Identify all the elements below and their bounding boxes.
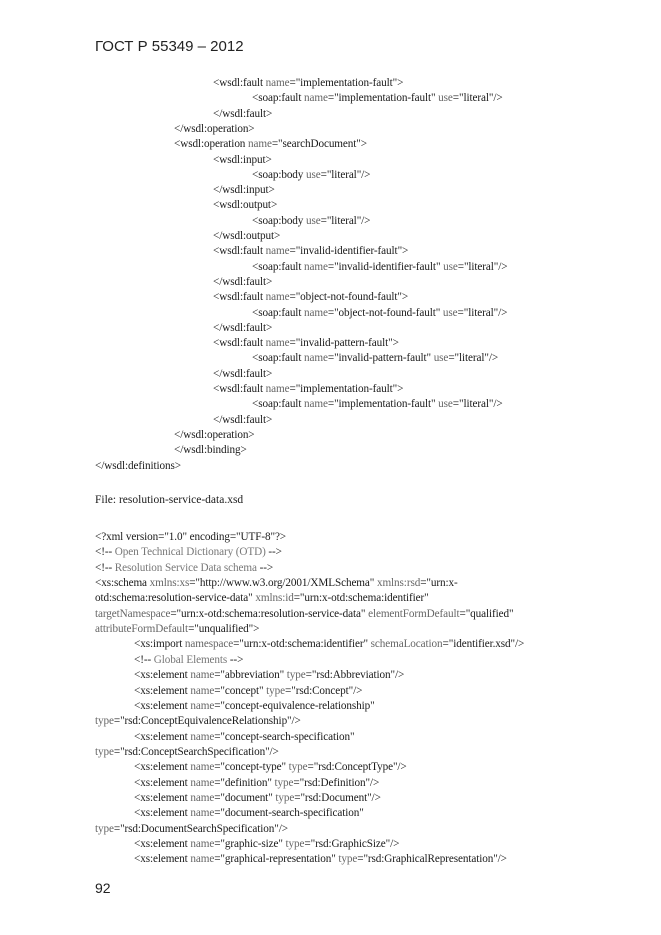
code-text: <xs:element xyxy=(134,853,191,866)
code-line xyxy=(95,576,458,590)
code-text: <soap:fault xyxy=(252,92,305,105)
code-text: ="searchDocument"> xyxy=(271,138,367,151)
code-text: <xs:element xyxy=(134,807,191,820)
code-text: <xs:element xyxy=(134,791,191,804)
code-line xyxy=(213,107,272,121)
code-line xyxy=(95,622,259,636)
code-text: <xs:element xyxy=(134,761,191,774)
code-text: --> xyxy=(227,653,244,666)
code-line xyxy=(95,745,279,759)
code-line xyxy=(95,822,288,836)
attribute-name: name xyxy=(190,853,215,866)
attribute-name: name xyxy=(304,306,328,319)
attribute-name: targetNamespace xyxy=(95,607,171,620)
code-text: <wsdl:fault xyxy=(213,337,266,350)
comment-text: Open Technical Dictionary (OTD) xyxy=(114,546,266,559)
attribute-name: type xyxy=(95,822,114,835)
code-line xyxy=(134,806,364,820)
code-line xyxy=(213,336,399,350)
code-text: </wsdl:binding> xyxy=(174,444,247,457)
code-text: ="implementation-fault"> xyxy=(289,383,404,395)
code-text: ="rsd:GraphicalRepresentation"/> xyxy=(357,853,507,866)
code-text: ="implementation-fault" xyxy=(327,92,439,105)
code-line xyxy=(252,260,508,274)
code-text: ="qualified" xyxy=(459,607,514,620)
attribute-name: type xyxy=(338,853,358,866)
code-line xyxy=(134,837,399,851)
attribute-name: name xyxy=(304,260,328,273)
code-line xyxy=(134,668,404,682)
code-text: ="urn:x-otd:schema:resolution-service-data" xyxy=(170,607,369,620)
code-line xyxy=(95,607,514,621)
code-text: </wsdl:fault> xyxy=(213,413,273,426)
code-text: ="literal"/> xyxy=(452,398,503,411)
code-text: ="rsd:ConceptEquivalenceRelationship"/> xyxy=(113,715,301,728)
code-text: ="invalid-pattern-fault" xyxy=(327,352,434,365)
code-text: ="urn:x-otd:schema:identifier" xyxy=(293,592,429,605)
code-line xyxy=(95,530,286,544)
code-line xyxy=(95,714,301,728)
attribute-name: name xyxy=(265,337,290,350)
attribute-name: name xyxy=(190,684,215,697)
code-text: <!-- xyxy=(134,653,154,666)
code-text: </wsdl:operation> xyxy=(174,428,255,441)
attribute-name: use xyxy=(443,260,458,273)
code-line xyxy=(134,776,379,790)
attribute-name: name xyxy=(190,730,215,743)
code-text: </wsdl:fault> xyxy=(213,107,273,120)
document-header: ГОСТ Р 55349 – 2012 xyxy=(95,38,244,55)
code-line xyxy=(213,382,403,396)
code-text: ="concept-equivalence-relationship" xyxy=(214,699,375,712)
code-text: --> xyxy=(265,546,282,559)
code-text: ="literal"/> xyxy=(452,92,503,105)
code-text: ="object-not-found-fault"> xyxy=(289,291,409,304)
code-text: ="concept-search-specification" xyxy=(214,730,355,743)
code-text: --> xyxy=(256,561,274,574)
code-text: <wsdl:fault xyxy=(213,77,266,89)
code-text: </wsdl:output> xyxy=(213,230,281,242)
code-text: ="urn:x-otd:schema:identifier" xyxy=(233,638,371,651)
code-text: ="definition" xyxy=(214,776,275,789)
code-text: <xs:element xyxy=(134,699,191,712)
code-line xyxy=(95,545,282,559)
attribute-name: name xyxy=(304,398,328,411)
code-text: ="graphical-representation" xyxy=(214,853,339,866)
code-text: <soap:fault xyxy=(252,398,305,411)
code-line xyxy=(213,244,408,258)
code-line xyxy=(174,443,247,457)
code-text: <!-- xyxy=(95,561,115,574)
code-line xyxy=(213,198,277,212)
code-text: <soap:fault xyxy=(252,352,305,365)
code-line xyxy=(134,852,507,866)
code-text: ="literal"/> xyxy=(457,260,508,273)
attribute-name: use xyxy=(306,168,321,181)
code-line xyxy=(134,637,524,651)
code-text: ="implementation-fault" xyxy=(327,398,439,411)
code-line xyxy=(174,428,255,442)
code-text: ="rsd:GraphicSize"/> xyxy=(304,838,400,850)
code-text: ="rsd:Document"/> xyxy=(294,791,381,804)
code-text: <xs:element xyxy=(134,684,191,697)
attribute-name: name xyxy=(304,92,328,105)
attribute-name: type xyxy=(286,669,306,682)
code-text: ="rsd:ConceptType"/> xyxy=(307,761,407,774)
attribute-name: use xyxy=(438,92,453,105)
attribute-name: type xyxy=(285,838,305,850)
attribute-name: type xyxy=(275,791,295,804)
page-number: 92 xyxy=(95,880,111,896)
code-line xyxy=(95,561,273,575)
code-text: ="literal"/> xyxy=(320,168,371,181)
code-text: <soap:body xyxy=(252,214,306,227)
code-text: ="literal"/> xyxy=(457,306,508,319)
code-line xyxy=(134,684,362,698)
code-text: <wsdl:output> xyxy=(213,199,278,212)
code-text: ="concept-type" xyxy=(214,761,289,774)
code-text: ="document" xyxy=(214,791,276,804)
code-line xyxy=(95,459,181,473)
code-text: <wsdl:fault xyxy=(213,291,266,304)
code-line xyxy=(95,591,429,605)
attribute-name: name xyxy=(190,791,215,804)
attribute-name: xmlns:id xyxy=(255,592,294,605)
code-line xyxy=(174,122,255,136)
attribute-name: type xyxy=(266,684,286,697)
code-text: <xs:element xyxy=(134,669,191,682)
code-line xyxy=(252,214,370,228)
code-text: ="invalid-identifier-fault"> xyxy=(289,245,409,258)
code-line xyxy=(213,290,408,304)
code-text: <xs:schema xyxy=(95,577,150,590)
attribute-name: name xyxy=(190,669,215,682)
code-text: ="literal"/> xyxy=(448,352,499,365)
attribute-name: name xyxy=(190,807,215,820)
code-text: ="object-not-found-fault" xyxy=(327,306,443,319)
comment-text: Resolution Service Data schema xyxy=(114,561,257,574)
code-text: otd:schema:resolution-service-data" xyxy=(95,592,256,605)
attribute-name: name xyxy=(248,138,272,151)
code-text: <xs:element xyxy=(134,838,191,850)
attribute-name: use xyxy=(442,306,458,319)
code-line xyxy=(134,699,375,713)
code-text: <wsdl:fault xyxy=(213,383,266,395)
code-text: <soap:fault xyxy=(252,260,305,273)
code-text: ="unqualified"> xyxy=(188,623,260,636)
code-line xyxy=(213,229,280,243)
code-line xyxy=(213,321,272,335)
code-text: ="rsd:Abbreviation"/> xyxy=(305,669,405,682)
code-line xyxy=(213,76,403,90)
attribute-name: attributeFormDefault xyxy=(95,623,189,636)
code-line xyxy=(252,351,498,365)
code-text: <soap:body xyxy=(252,168,306,181)
code-text: ="implementation-fault"> xyxy=(289,77,404,89)
code-line xyxy=(134,730,355,744)
attribute-name: name xyxy=(190,699,215,712)
attribute-name: type xyxy=(95,745,114,758)
code-line xyxy=(252,168,370,182)
code-text: ="graphic-size" xyxy=(214,838,286,850)
code-text: ="document-search-specification" xyxy=(214,807,364,820)
code-text: <?xml version="1.0" encoding="UTF-8"?> xyxy=(95,531,287,543)
code-text: <xs:element xyxy=(134,730,191,743)
attribute-name: name xyxy=(265,291,290,304)
code-text: ="identifier.xsd"/> xyxy=(442,638,525,651)
code-text: </wsdl:input> xyxy=(213,184,275,197)
attribute-name: use xyxy=(438,398,453,411)
attribute-name: elementFormDefault xyxy=(368,607,460,620)
attribute-name: name xyxy=(265,77,290,89)
code-line xyxy=(134,791,381,805)
attribute-name: type xyxy=(274,776,294,789)
code-text: </wsdl:fault> xyxy=(213,321,273,334)
code-line xyxy=(252,306,507,320)
code-line xyxy=(252,91,503,105)
comment-text: Global Elements xyxy=(153,653,228,666)
code-line xyxy=(213,413,272,427)
code-text: </wsdl:definitions> xyxy=(95,459,181,472)
attribute-name: type xyxy=(95,715,114,728)
code-line xyxy=(213,183,275,197)
code-text: ="http://www.w3.org/2001/XMLSchema" xyxy=(189,577,377,590)
code-text: ="urn:x- xyxy=(420,577,458,590)
code-text: ="rsd:ConceptSearchSpecification"/> xyxy=(113,745,279,758)
attribute-name: namespace xyxy=(184,638,234,651)
code-text: <wsdl:operation xyxy=(174,138,248,151)
code-text: <xs:element xyxy=(134,776,191,789)
code-text: ="rsd:Definition"/> xyxy=(293,776,380,789)
code-text: </wsdl:operation> xyxy=(174,122,255,135)
code-text: </wsdl:fault> xyxy=(213,367,273,380)
attribute-name: use xyxy=(306,214,321,227)
attribute-name: name xyxy=(265,383,290,395)
code-line xyxy=(213,367,272,381)
attribute-name: use xyxy=(433,352,449,365)
code-text: <!-- xyxy=(95,546,115,559)
code-text: ="concept" xyxy=(214,684,267,697)
code-text: <wsdl:fault xyxy=(213,245,266,258)
attribute-name: xmlns:xs xyxy=(149,577,190,590)
code-line xyxy=(174,137,367,151)
code-text: ="rsd:DocumentSearchSpecification"/> xyxy=(113,822,288,835)
code-line xyxy=(134,653,243,667)
code-text: </wsdl:fault> xyxy=(213,275,273,288)
code-line xyxy=(134,760,407,774)
code-text: ="rsd:Concept"/> xyxy=(285,684,363,697)
code-text: ="abbreviation" xyxy=(214,669,287,682)
code-text: <soap:fault xyxy=(252,306,305,319)
code-line xyxy=(213,153,272,167)
code-text: ="literal"/> xyxy=(320,214,371,227)
attribute-name: name xyxy=(190,761,215,774)
attribute-name: name xyxy=(265,245,290,258)
code-text: <xs:import xyxy=(134,638,185,651)
code-line xyxy=(252,397,503,411)
attribute-name: name xyxy=(190,776,215,789)
code-line xyxy=(213,275,272,289)
code-text: <wsdl:input> xyxy=(213,153,272,166)
file-label: File: resolution-service-data.xsd xyxy=(95,494,244,506)
attribute-name: name xyxy=(304,352,328,365)
code-text: ="invalid-identifier-fault" xyxy=(327,260,444,273)
attribute-name: xmlns:rsd xyxy=(376,577,421,590)
code-text: ="invalid-pattern-fault"> xyxy=(289,337,399,350)
attribute-name: name xyxy=(190,838,215,850)
attribute-name: schemaLocation xyxy=(370,638,443,651)
attribute-name: type xyxy=(288,761,308,774)
